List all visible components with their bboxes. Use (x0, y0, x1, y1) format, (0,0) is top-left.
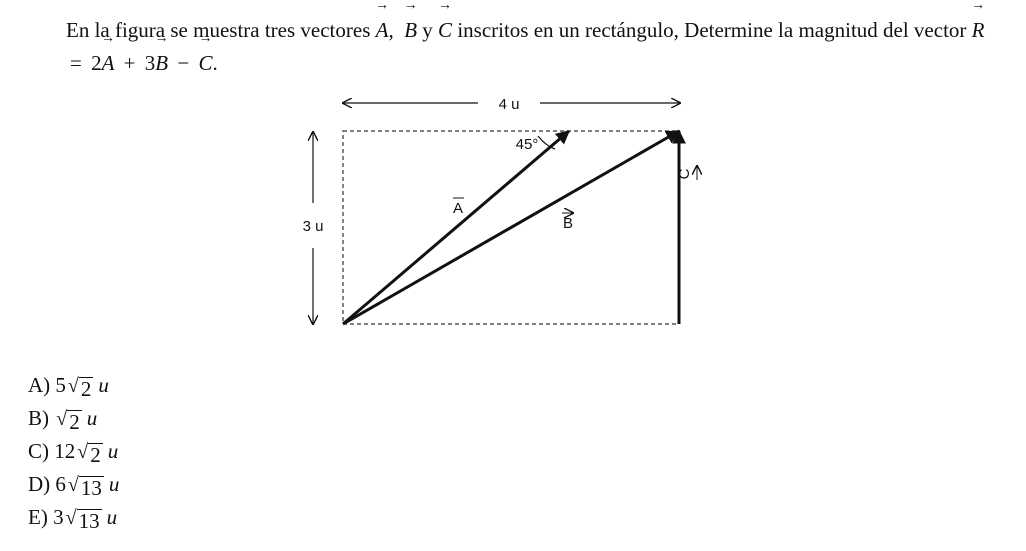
option-c-sqrt (77, 440, 102, 466)
option-b-label: B) (28, 406, 49, 430)
option-a-label: A) (28, 373, 51, 397)
vector-b-arrow (343, 131, 679, 324)
option-a-radicand: 2 (80, 377, 92, 401)
option-a[interactable] (28, 369, 119, 402)
option-a-unit: u (98, 373, 109, 397)
option-e[interactable] (28, 501, 119, 534)
answer-options (28, 369, 119, 534)
vector-c-symbol: → C (438, 14, 452, 47)
option-a-coef: 5 (55, 373, 66, 397)
vector-r-symbol: → R (972, 14, 985, 47)
vector-a-label: A (452, 200, 464, 217)
option-b[interactable] (28, 402, 119, 435)
option-c-unit: u (107, 439, 119, 463)
option-c-label: C) (28, 439, 49, 463)
radical-sign-icon: √ (65, 507, 77, 529)
angle-label: 45° (515, 136, 539, 153)
option-d[interactable] (28, 468, 119, 501)
problem-text-start: En la figura se muestra tres vectores (66, 18, 376, 42)
comma: , (388, 18, 394, 42)
vector-b-symbol: → B (404, 14, 417, 47)
option-e-radicand: 13 (78, 509, 100, 533)
vector-a-symbol: → A (376, 14, 389, 47)
equals-sign: = (70, 51, 82, 75)
option-b-radicand: 2 (69, 410, 80, 434)
option-d-label: D) (28, 472, 51, 496)
radical-sign-icon: √ (67, 474, 79, 496)
minus-sign: − (177, 51, 190, 75)
option-c-radicand: 2 (90, 443, 101, 467)
option-c[interactable] (28, 435, 119, 468)
plus-sign: + (123, 51, 136, 75)
option-e-sqrt (66, 506, 102, 532)
problem-text-mid: inscritos en un rectángulo, Determine la magnitud del vector (452, 18, 972, 42)
option-d-unit: u (108, 472, 120, 496)
radical-sign-icon: √ (77, 441, 89, 463)
option-b-unit: u (86, 406, 98, 430)
vector-a-symbol-eq: → A (102, 47, 115, 80)
option-d-coef: 6 (55, 472, 66, 496)
option-a-sqrt (68, 374, 93, 400)
vector-c-symbol-eq: → C (198, 47, 212, 80)
width-label: 4 u (498, 96, 520, 113)
option-e-label: E) (28, 505, 48, 529)
radical-sign-icon: √ (67, 375, 79, 397)
option-e-unit: u (106, 505, 118, 529)
vector-b-symbol-eq: → B (155, 47, 168, 80)
height-label: 3 u (302, 218, 324, 235)
option-d-sqrt (68, 473, 104, 499)
vector-c-label: C (676, 168, 693, 180)
conjunction-y: y (417, 18, 439, 42)
coef-two: 2 (91, 51, 102, 75)
option-e-coef: 3 (53, 505, 64, 529)
option-c-coef: 12 (54, 439, 76, 463)
vector-a-arrow (343, 131, 569, 324)
coef-three: 3 (144, 51, 156, 75)
vector-b-label: B (562, 215, 574, 232)
period: . (212, 51, 218, 75)
option-b-sqrt (56, 407, 81, 433)
option-d-radicand: 13 (80, 476, 102, 500)
radical-sign-icon: √ (56, 408, 68, 430)
